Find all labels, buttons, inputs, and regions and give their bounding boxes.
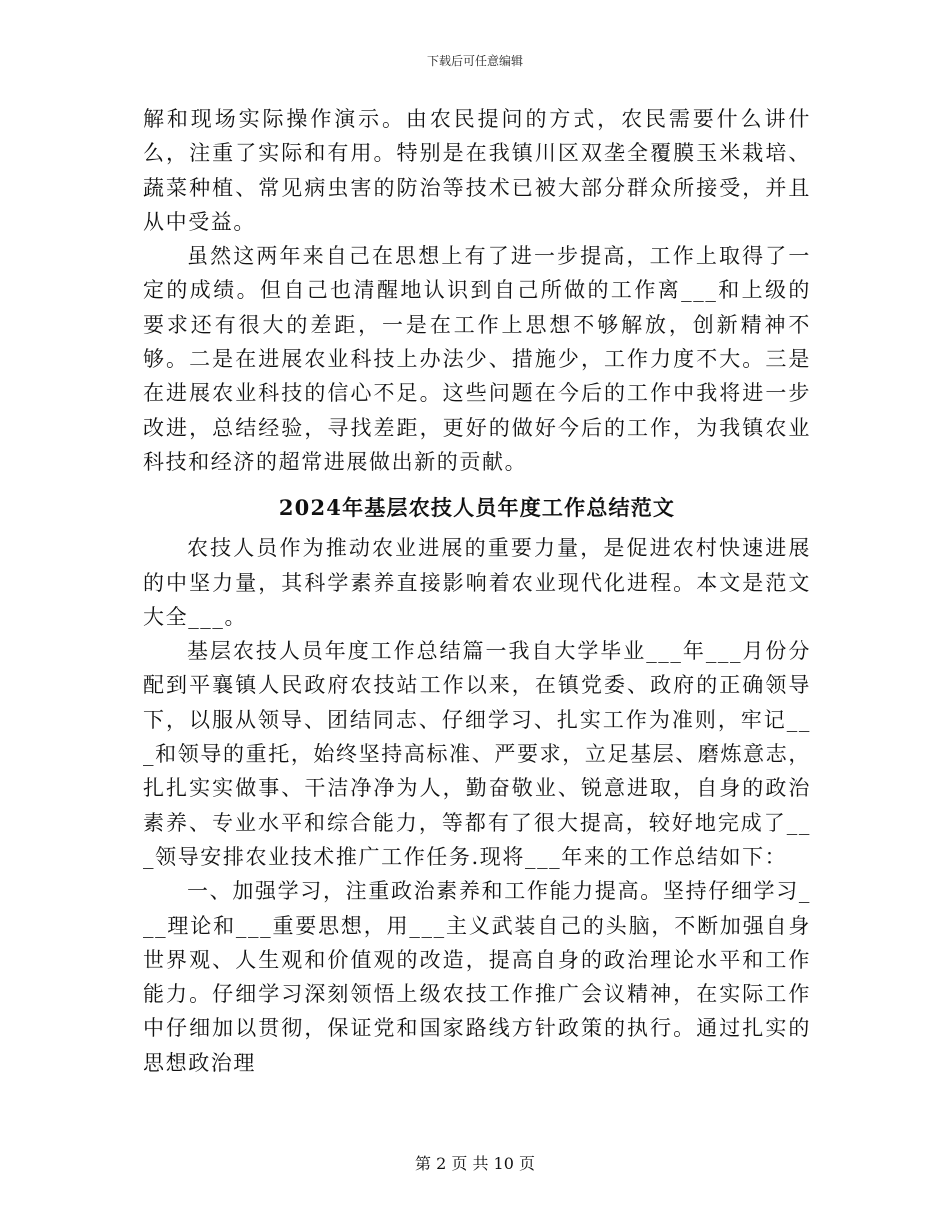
page-number: 第 2 页 共 10 页 <box>415 1154 535 1173</box>
paragraph-intro: 农技人员作为推动农业进展的重要力量，是促进农村快速进展的中坚力量，其科学素养直接影响着农业现代化进程。本文是范文大全___。 <box>143 536 811 629</box>
paragraph-self-assessment: 虽然这两年来自己在思想上有了进一步提高，工作上取得了一定的成绩。但自己也清醒地认识到自己所做的工作离___和上级的要求还有很大的差距，一是在工作上思想不够解放，创新精神不够。二是在进展农业科技上办法少、措施少，工作力度不大。三是在进展农业科技的信心不足。这些问题在今后的工作中我将进一步改进，总结经验，寻找差距，更好的做好今后的工作，为我镇农业科技和经济的超常进展做出新的贡献。 <box>143 244 811 474</box>
paragraph-continued: 解和现场实际操作演示。由农民提问的方式，农民需要什么讲什么，注重了实际和有用。特别是在我镇川区双垄全覆膜玉米栽培、蔬菜种植、常见病虫害的防治等技术已被大部分群众所接受，并且从中受益。 <box>143 107 811 234</box>
paragraph-summary-opening: 基层农技人员年度工作总结篇一我自大学毕业___年___月份分配到平襄镇人民政府农技站工作以来，在镇党委、政府的正确领导下，以服从领导、团结同志、仔细学习、扎实工作为准则，牢记___和领导的重托，始终坚持高标准、严要求，立足基层、磨炼意志，扎扎实实做事、干洁净净为人，勤奋敬业、锐意进取，自身的政治素养、专业水平和综合能力，等都有了很大提高，较好地完成了___领导安排农业技术推广工作任务.现将___年来的工作总结如下： <box>143 639 811 869</box>
article-title: 2024年基层农技人员年度工作总结范文 <box>278 495 676 521</box>
download-edit-note: 下载后可任意编辑 <box>426 54 523 68</box>
document-body <box>143 102 811 1080</box>
paragraph-section-one: 一、加强学习，注重政治素养和工作能力提高。坚持仔细学习___理论和___重要思想，用___主义武装自己的头脑，不断加强自身世界观、人生观和价值观的改造，提高自身的政治理论水平和工作能力。仔细学习深刻领悟上级农技工作推广会议精神，在实际工作中仔细加以贯彻，保证党和国家路线方针政策的执行。通过扎实的思想政治理 <box>143 879 811 1075</box>
